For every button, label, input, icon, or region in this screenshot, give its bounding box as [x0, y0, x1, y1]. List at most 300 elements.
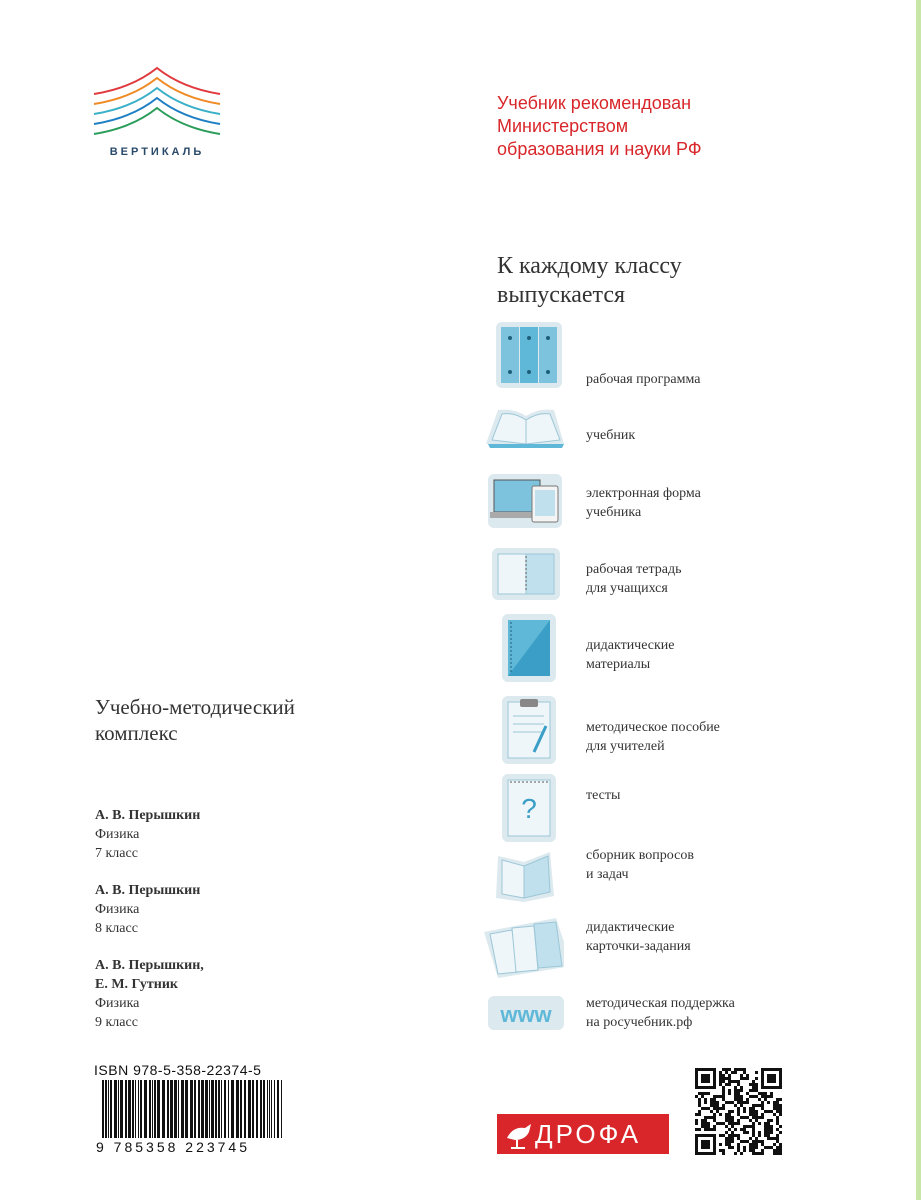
qr-module — [737, 1146, 740, 1149]
barcode-bar — [140, 1080, 142, 1138]
qr-module — [752, 1116, 755, 1119]
qr-module — [740, 1104, 743, 1107]
qr-module — [728, 1137, 731, 1140]
qr-module — [755, 1119, 758, 1122]
qr-module — [779, 1104, 782, 1107]
qr-module — [773, 1152, 776, 1155]
barcode-bar — [274, 1080, 275, 1138]
list-item — [480, 318, 900, 388]
item-label: электронная форма — [586, 486, 701, 501]
qr-module — [758, 1098, 761, 1101]
qr-module — [755, 1077, 758, 1080]
qr-module — [731, 1140, 734, 1143]
open-book-icon — [484, 402, 564, 472]
barcode-bar — [263, 1080, 265, 1138]
book-subject: Физика — [95, 827, 140, 842]
qr-module — [740, 1077, 743, 1080]
qr-module — [737, 1095, 740, 1098]
barcode-bar — [108, 1080, 109, 1138]
qr-module — [761, 1116, 764, 1119]
barcode-bar — [201, 1080, 204, 1138]
qr-module — [740, 1095, 743, 1098]
qr-module — [704, 1128, 707, 1131]
qr-module — [755, 1086, 758, 1089]
qr-module — [728, 1128, 731, 1131]
qr-module — [755, 1095, 758, 1098]
qr-module — [701, 1092, 704, 1095]
item-label: сборник вопросов — [586, 848, 694, 863]
list-item — [480, 774, 900, 844]
qr-module — [749, 1119, 752, 1122]
item-label: рабочая программа — [586, 372, 701, 387]
qr-module — [746, 1074, 749, 1077]
qr-module — [698, 1110, 701, 1113]
qr-module — [767, 1137, 770, 1140]
qr-module — [764, 1095, 767, 1098]
qr-module — [767, 1146, 770, 1149]
qr-module — [752, 1122, 755, 1125]
barcode-bar — [236, 1080, 239, 1138]
open-booklet-icon — [484, 846, 564, 916]
qr-module — [731, 1110, 734, 1113]
qr-module — [725, 1116, 728, 1119]
qr-module — [710, 1128, 713, 1131]
list-item — [480, 846, 900, 916]
qr-module — [722, 1089, 725, 1092]
qr-module — [764, 1110, 767, 1113]
barcode-bar — [240, 1080, 242, 1138]
qr-module — [728, 1146, 731, 1149]
qr-module — [776, 1122, 779, 1125]
qr-module — [770, 1110, 773, 1113]
qr-module — [710, 1104, 713, 1107]
qr-module — [725, 1077, 728, 1080]
qr-module — [767, 1110, 770, 1113]
qr-module — [731, 1122, 734, 1125]
qr-module — [722, 1122, 725, 1125]
qr-module — [728, 1074, 731, 1077]
qr-module — [752, 1080, 755, 1083]
qr-module — [770, 1095, 773, 1098]
barcode-bar — [260, 1080, 262, 1138]
qr-module — [761, 1107, 764, 1110]
recommendation-line: Учебник рекомендован — [497, 93, 692, 113]
qr-module — [713, 1113, 716, 1116]
qr-module — [704, 1092, 707, 1095]
qr-module — [764, 1128, 767, 1131]
qr-module — [698, 1098, 701, 1101]
qr-module — [749, 1125, 752, 1128]
qr-module — [767, 1122, 770, 1125]
qr-module — [743, 1071, 746, 1074]
recommendation-line: образования и науки РФ — [497, 139, 702, 159]
qr-module — [776, 1128, 779, 1131]
book-author: А. В. Перышкин, — [95, 958, 204, 973]
qr-module — [779, 1131, 782, 1134]
devices-icon — [484, 472, 564, 542]
qr-module — [695, 1122, 698, 1125]
qr-module — [731, 1071, 734, 1074]
qr-module — [779, 1152, 782, 1155]
qr-module — [725, 1119, 728, 1122]
qr-module — [758, 1122, 761, 1125]
qr-module — [722, 1080, 725, 1083]
barcode-bar — [244, 1080, 246, 1138]
logo-arcs-icon — [92, 66, 222, 146]
qr-module — [716, 1107, 719, 1110]
barcode-bar — [228, 1080, 229, 1138]
qr-module — [716, 1122, 719, 1125]
barcode-icon — [96, 1080, 286, 1140]
isbn-text: ISBN 978-5-358-22374-5 — [94, 1062, 262, 1078]
qr-module — [704, 1098, 707, 1101]
qr-module — [767, 1119, 770, 1122]
qr-module — [713, 1098, 716, 1101]
item-label: для учащихся — [586, 581, 668, 596]
item-label: методическая поддержка — [586, 996, 735, 1011]
qr-module — [767, 1095, 770, 1098]
barcode-bar — [162, 1080, 165, 1138]
qr-module — [746, 1125, 749, 1128]
qr-module — [731, 1131, 734, 1134]
qr-module — [737, 1080, 740, 1083]
qr-module — [734, 1071, 737, 1074]
qr-module — [710, 1098, 713, 1101]
qr-module — [719, 1143, 722, 1146]
clipboard-icon — [484, 696, 564, 766]
qr-module — [695, 1095, 698, 1098]
qr-module — [752, 1095, 755, 1098]
qr-module — [698, 1128, 701, 1131]
qr-module — [722, 1149, 725, 1152]
qr-module — [725, 1101, 728, 1104]
qr-module — [719, 1113, 722, 1116]
qr-module — [734, 1104, 737, 1107]
qr-module — [698, 1113, 701, 1116]
barcode-bar — [157, 1080, 160, 1138]
qr-module — [743, 1149, 746, 1152]
qr-module — [731, 1080, 734, 1083]
book-grade: 7 класс — [95, 846, 138, 861]
qr-module — [731, 1146, 734, 1149]
qr-module — [701, 1107, 704, 1110]
qr-module — [755, 1143, 758, 1146]
qr-module — [740, 1152, 743, 1155]
svg-text:?: ? — [521, 793, 537, 824]
book-author: А. В. Перышкин — [95, 883, 201, 898]
qr-module — [737, 1143, 740, 1146]
qr-module — [767, 1074, 776, 1083]
qr-module — [770, 1125, 773, 1128]
barcode-bar — [248, 1080, 251, 1138]
qr-module — [719, 1074, 722, 1077]
qr-module — [764, 1134, 767, 1137]
qr-module — [725, 1140, 728, 1143]
qr-module — [743, 1146, 746, 1149]
qr-module — [767, 1134, 770, 1137]
qr-module — [755, 1146, 758, 1149]
barcode-bar — [149, 1080, 151, 1138]
qr-module — [737, 1107, 740, 1110]
qr-module — [758, 1140, 761, 1143]
barcode-bar — [144, 1080, 147, 1138]
logo-word: ВЕРТИКАЛЬ — [109, 146, 205, 158]
qr-module — [710, 1116, 713, 1119]
qr-module — [704, 1107, 707, 1110]
qr-module — [770, 1146, 773, 1149]
qr-module — [731, 1125, 734, 1128]
qr-module — [737, 1089, 740, 1092]
qr-module — [752, 1110, 755, 1113]
qr-module — [701, 1095, 704, 1098]
qr-module — [740, 1068, 743, 1071]
qr-module — [770, 1119, 773, 1122]
qr-module — [743, 1068, 746, 1071]
qr-module — [701, 1074, 710, 1083]
item-label: на росучебник.рф — [586, 1015, 693, 1030]
barcode-bar — [218, 1080, 220, 1138]
qr-module — [734, 1134, 737, 1137]
qr-module — [773, 1149, 776, 1152]
qr-module — [743, 1131, 746, 1134]
qr-module — [755, 1110, 758, 1113]
qr-module — [716, 1104, 719, 1107]
qr-module — [752, 1134, 755, 1137]
qr-module — [722, 1068, 725, 1071]
qr-module — [728, 1083, 731, 1086]
qr-module — [731, 1119, 734, 1122]
qr-module — [755, 1083, 758, 1086]
qr-module — [752, 1152, 755, 1155]
question-sheet-icon — [484, 774, 564, 844]
qr-module — [734, 1086, 737, 1089]
qr-module — [749, 1143, 752, 1146]
qr-module — [719, 1095, 722, 1098]
qr-module — [776, 1110, 779, 1113]
qr-module — [728, 1116, 731, 1119]
qr-module — [722, 1104, 725, 1107]
list-item — [480, 916, 900, 986]
qr-module — [779, 1107, 782, 1110]
qr-module — [728, 1101, 731, 1104]
qr-module — [773, 1143, 776, 1146]
qr-module — [776, 1146, 779, 1149]
qr-module — [773, 1113, 776, 1116]
qr-module — [737, 1101, 740, 1104]
qr-module — [707, 1122, 710, 1125]
qr-module — [707, 1125, 710, 1128]
qr-module — [701, 1122, 704, 1125]
qr-module — [704, 1122, 707, 1125]
qr-module — [698, 1092, 701, 1095]
qr-module — [776, 1104, 779, 1107]
book-grade: 9 класс — [95, 1015, 138, 1030]
qr-module — [758, 1131, 761, 1134]
umk-line: Учебно-методический — [95, 695, 295, 719]
barcode-bar — [102, 1080, 104, 1138]
qr-module — [749, 1107, 752, 1110]
cards-icon — [484, 916, 564, 986]
qr-module — [767, 1101, 770, 1104]
qr-module — [716, 1095, 719, 1098]
item-label: учебника — [586, 505, 642, 520]
qr-module — [776, 1119, 779, 1122]
qr-module — [779, 1098, 782, 1101]
qr-module — [761, 1143, 764, 1146]
barcode-bar — [185, 1080, 188, 1138]
item-label: дидактические — [586, 920, 675, 935]
book-subject: Физика — [95, 902, 140, 917]
qr-module — [722, 1077, 725, 1080]
barcode-digits: 9 785358 223745 — [96, 1139, 250, 1155]
qr-module — [752, 1143, 755, 1146]
qr-module — [722, 1074, 725, 1077]
qr-module — [752, 1104, 755, 1107]
qr-module — [752, 1086, 755, 1089]
item-label: для учителей — [586, 739, 665, 754]
qr-module — [737, 1134, 740, 1137]
qr-module — [779, 1113, 782, 1116]
qr-module — [740, 1116, 743, 1119]
item-label: и задач — [586, 867, 629, 882]
qr-module — [698, 1101, 701, 1104]
barcode-bar — [198, 1080, 200, 1138]
qr-module — [752, 1107, 755, 1110]
qr-module — [737, 1119, 740, 1122]
list-item — [480, 614, 900, 684]
qr-module — [710, 1101, 713, 1104]
qr-module — [695, 1119, 698, 1122]
qr-module — [728, 1092, 731, 1095]
barcode-bar — [132, 1080, 134, 1138]
barcode-bar — [267, 1080, 268, 1138]
qr-module — [728, 1140, 731, 1143]
qr-module — [740, 1140, 743, 1143]
qr-module — [725, 1125, 728, 1128]
qr-module — [770, 1092, 773, 1095]
qr-module — [737, 1122, 740, 1125]
qr-module — [773, 1101, 776, 1104]
qr-module — [776, 1116, 779, 1119]
qr-module — [725, 1071, 728, 1074]
qr-module — [764, 1146, 767, 1149]
qr-module — [761, 1095, 764, 1098]
barcode-bar — [178, 1080, 179, 1138]
drofa-logo — [497, 1114, 669, 1154]
barcode-bar — [118, 1080, 119, 1138]
qr-module — [695, 1128, 698, 1131]
qr-module — [761, 1149, 764, 1152]
vertikal-logo — [92, 66, 222, 161]
www-text: www — [500, 1002, 552, 1027]
qr-module — [725, 1068, 728, 1071]
qr-module — [737, 1083, 740, 1086]
qr-module — [776, 1152, 779, 1155]
qr-module — [725, 1131, 728, 1134]
qr-module — [743, 1101, 746, 1104]
qr-module — [701, 1125, 704, 1128]
barcode-bar — [277, 1080, 279, 1138]
barcode-bar — [135, 1080, 136, 1138]
item-label: рабочая тетрадь — [586, 562, 682, 577]
item-label: материалы — [586, 657, 651, 672]
qr-module — [743, 1116, 746, 1119]
qr-module — [728, 1077, 731, 1080]
qr-module — [728, 1080, 731, 1083]
qr-module — [713, 1119, 716, 1122]
barcode-bar — [231, 1080, 234, 1138]
barcode-bar — [269, 1080, 270, 1138]
qr-module — [737, 1110, 740, 1113]
barcode-bar — [256, 1080, 258, 1138]
series-title-line: К каждому классу — [497, 253, 682, 279]
qr-module — [725, 1113, 728, 1116]
item-label: методическое пособие — [586, 720, 720, 735]
qr-module — [776, 1107, 779, 1110]
barcode-bar — [281, 1080, 282, 1138]
qr-module — [779, 1125, 782, 1128]
qr-module — [746, 1101, 749, 1104]
qr-module — [743, 1077, 746, 1080]
qr-module — [725, 1137, 728, 1140]
qr-module — [707, 1128, 710, 1131]
qr-module — [734, 1122, 737, 1125]
item-label: дидактические — [586, 638, 675, 653]
qr-module — [752, 1113, 755, 1116]
notebook-icon — [484, 614, 564, 684]
qr-module — [707, 1107, 710, 1110]
barcode-bar — [194, 1080, 196, 1138]
page-edge-strip — [916, 0, 921, 1200]
barcode-bar — [174, 1080, 177, 1138]
qr-module — [761, 1152, 764, 1155]
qr-module — [743, 1140, 746, 1143]
qr-module — [752, 1146, 755, 1149]
qr-module — [737, 1068, 740, 1071]
qr-module — [713, 1128, 716, 1131]
qr-module — [740, 1101, 743, 1104]
book-author: Е. М. Гутник — [95, 977, 179, 992]
qr-module — [779, 1143, 782, 1146]
qr-module — [776, 1101, 779, 1104]
qr-module — [779, 1146, 782, 1149]
qr-module — [737, 1113, 740, 1116]
qr-module — [743, 1125, 746, 1128]
qr-module — [743, 1128, 746, 1131]
recommendation-line: Министерством — [497, 116, 629, 136]
item-label: тесты — [586, 788, 621, 803]
qr-module — [746, 1131, 749, 1134]
list-item — [480, 472, 900, 542]
qr-module — [752, 1149, 755, 1152]
barcode-bar — [209, 1080, 210, 1138]
qr-module — [740, 1086, 743, 1089]
workbook-icon — [484, 548, 564, 618]
qr-module — [734, 1092, 737, 1095]
qr-module — [752, 1089, 755, 1092]
ministry-recommendation — [497, 92, 797, 161]
qr-code-icon — [695, 1068, 782, 1155]
qr-module — [728, 1134, 731, 1137]
umk-title — [95, 694, 295, 746]
qr-module — [713, 1116, 716, 1119]
qr-module — [719, 1149, 722, 1152]
qr-module — [731, 1101, 734, 1104]
qr-module — [752, 1140, 755, 1143]
qr-module — [770, 1131, 773, 1134]
barcode-bar — [138, 1080, 139, 1138]
qr-module — [722, 1152, 725, 1155]
